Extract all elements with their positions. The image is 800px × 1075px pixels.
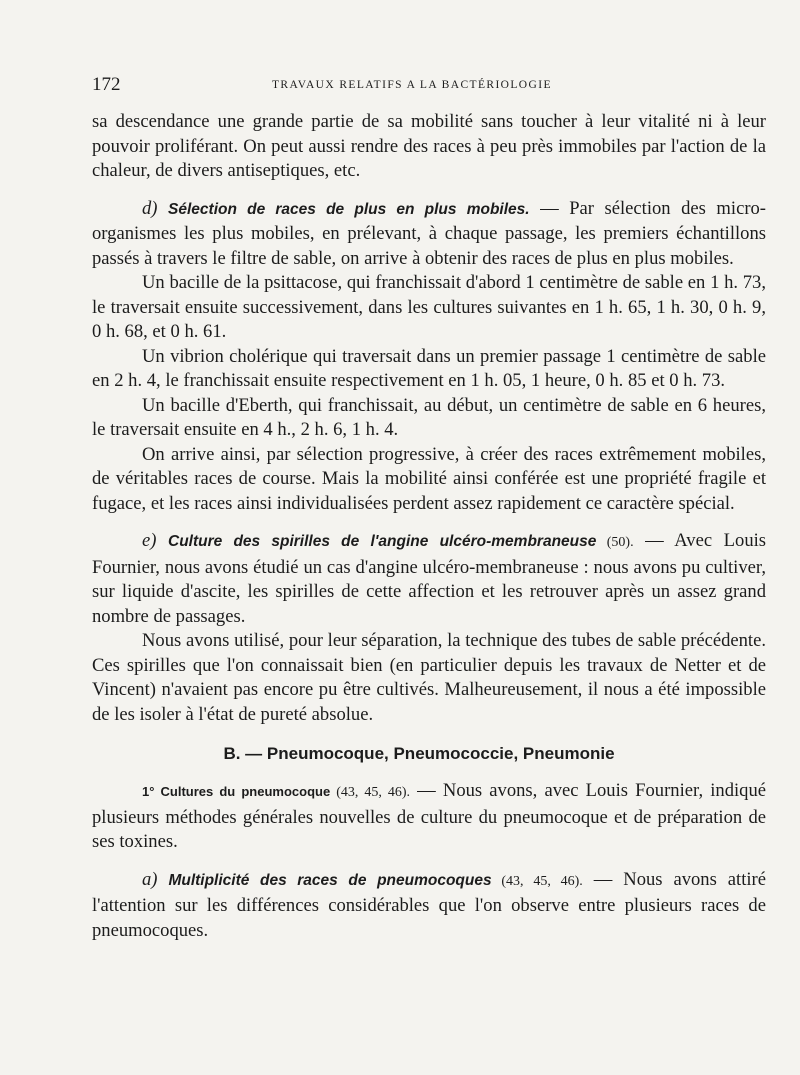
subheading-spirilles: Culture des spirilles de l'angine ulcéro-membraneuse — [168, 533, 597, 550]
subheading-selection-races: Sélection de races de plus en plus mobiles. — [168, 200, 530, 218]
paragraph-eberth: Un bacille d'Eberth, qui franchissait, au début, un centimètre de sable en 6 heures, le traversait ensuite en 4 h., 2 h. 6, 1 h. 4. — [92, 394, 766, 440]
item-letter-e: e) — [142, 530, 157, 551]
item-letter-d: d) — [142, 197, 158, 219]
paragraph-spirilles — [92, 529, 766, 629]
item-letter-a: a) — [142, 868, 158, 890]
subheading-multiplicite: Multiplicité des races de pneumocoques — [168, 871, 492, 889]
references: (50). — [596, 535, 634, 550]
paragraph-text: — Nous avons, avec Louis Fournier, indiqué plusieurs méthodes générales nouvelles de culture du pneumocoque et de préparation de ses toxines. — [92, 780, 767, 852]
paragraph-races-course: On arrive ainsi, par sélection progressive, à créer des races extrêmement mobiles, de véritables races de course. Mais la mobilité ainsi conférée est une propriété fragile et fugace, et les races ainsi individualisées perdent assez rapidement ce caractère spécial. — [92, 443, 766, 514]
paragraph-vibrion: Un vibrion cholérique qui traversait dans un premier passage 1 centimètre de sable en 2 h. 4, le franchissait ensuite respectivement en 1 h. 05, 1 heure, 0 h. 85 et 0 h. 73. — [92, 345, 766, 391]
subheading-cultures: 1° Cultures du pneumocoque — [142, 784, 331, 799]
paragraph-psittacose: Un bacille de la psittacose, qui franchissait d'abord 1 centimètre de sable en 1 h. 73, le traversait ensuite successivement, dans les cultures suivantes en 1 h. 65, 1 h. 30, 0 h. 9, 0 h. 68, et 0 h. 61. — [92, 272, 766, 342]
paragraph-cultures — [92, 779, 766, 855]
paragraph-text: — Par sélection des micro-organismes les plus mobiles, en prélevant, à chaque passage, les premiers échantillons passés à travers le filtre de sable, on arrive à obtenir des races de plus en plus mobiles. — [92, 197, 766, 269]
paragraph-multiplicite — [92, 868, 766, 944]
references: (43, 45, 46). — [491, 873, 583, 889]
paragraph-separation: Nous avons utilisé, pour leur séparation, la technique des tubes de sable précédente. Ces spirilles que l'on connaissait bien (en particulier depuis les travaux de Netter et de Vincent) n'avaient pas encore pu être cultivés. Malheureusement, il nous a été impossible de les isoler à l'état de pureté absolue. — [92, 630, 766, 725]
paragraph-selection-races — [92, 197, 766, 272]
paragraph-text: — Avec Louis Fournier, nous avons étudié un cas d'angine ulcéro-membraneuse : nous avons pu cultiver, sur liquide d'ascite, les spirilles de cette affection et les retrouver après un assez grand nombre de passages. — [92, 530, 767, 627]
paragraph-continuation: sa descendance une grande partie de sa mobilité sans toucher à leur vitalité ni à leur pouvoir proliférant. On peut aussi rendre des races à peu près immobiles par l'action de la chaleur, de divers antiseptiques, etc. — [92, 111, 766, 181]
paragraph-text: — Nous avons attiré l'attention sur les différences considérables que l'on observe entre plusieurs races de pneumocoques. — [92, 868, 766, 941]
running-head: TRAVAUX RELATIFS A LA BACTÉRIOLOGIE — [272, 79, 552, 91]
page-number: 172 — [92, 74, 121, 95]
references: (43, 45, 46). — [330, 785, 411, 800]
section-title: B. — Pneumocoque, Pneumococcie, Pneumonie — [223, 744, 615, 763]
page-header — [92, 74, 766, 102]
